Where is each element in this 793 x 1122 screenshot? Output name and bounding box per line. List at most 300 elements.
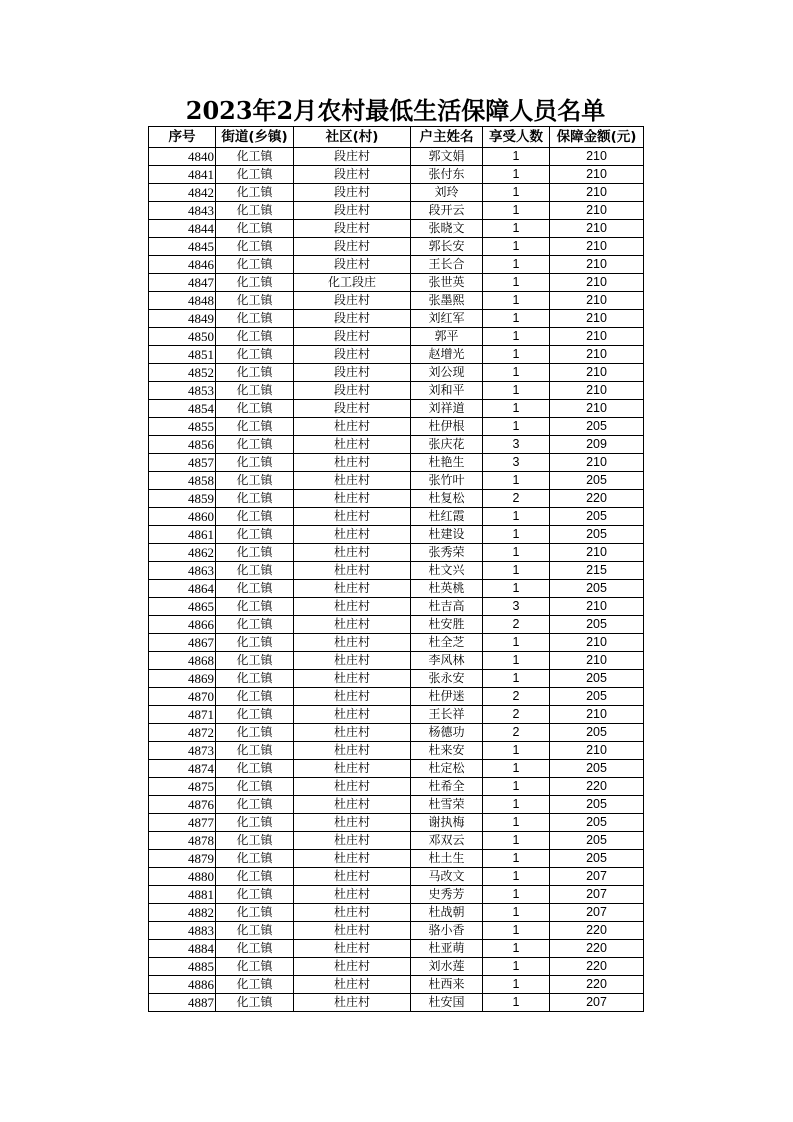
cell-amount: 210 bbox=[550, 274, 644, 292]
cell-index: 4881 bbox=[149, 886, 216, 904]
cell-index: 4854 bbox=[149, 400, 216, 418]
cell-index: 4886 bbox=[149, 976, 216, 994]
cell-index: 4860 bbox=[149, 508, 216, 526]
cell-household-head: 郭平 bbox=[411, 328, 483, 346]
cell-people-count: 1 bbox=[483, 472, 550, 490]
cell-amount: 210 bbox=[550, 742, 644, 760]
cell-community: 杜庄村 bbox=[294, 760, 411, 778]
cell-household-head: 杨德功 bbox=[411, 724, 483, 742]
cell-household-head: 段开云 bbox=[411, 202, 483, 220]
cell-people-count: 1 bbox=[483, 562, 550, 580]
cell-household-head: 谢执梅 bbox=[411, 814, 483, 832]
cell-community: 杜庄村 bbox=[294, 508, 411, 526]
cell-community: 杜庄村 bbox=[294, 526, 411, 544]
cell-community: 杜庄村 bbox=[294, 832, 411, 850]
cell-street: 化工镇 bbox=[216, 850, 294, 868]
cell-amount: 207 bbox=[550, 886, 644, 904]
table-row bbox=[149, 544, 644, 562]
cell-index: 4856 bbox=[149, 436, 216, 454]
cell-street: 化工镇 bbox=[216, 490, 294, 508]
cell-household-head: 杜艳生 bbox=[411, 454, 483, 472]
cell-street: 化工镇 bbox=[216, 202, 294, 220]
cell-household-head: 张秀荣 bbox=[411, 544, 483, 562]
cell-community: 段庄村 bbox=[294, 256, 411, 274]
table-row bbox=[149, 346, 644, 364]
cell-household-head: 张世英 bbox=[411, 274, 483, 292]
cell-community: 段庄村 bbox=[294, 238, 411, 256]
cell-street: 化工镇 bbox=[216, 166, 294, 184]
table-row bbox=[149, 778, 644, 796]
cell-amount: 205 bbox=[550, 508, 644, 526]
cell-community: 杜庄村 bbox=[294, 598, 411, 616]
table-row bbox=[149, 382, 644, 400]
cell-street: 化工镇 bbox=[216, 580, 294, 598]
cell-street: 化工镇 bbox=[216, 778, 294, 796]
table-row bbox=[149, 616, 644, 634]
cell-street: 化工镇 bbox=[216, 886, 294, 904]
cell-amount: 210 bbox=[550, 328, 644, 346]
cell-street: 化工镇 bbox=[216, 922, 294, 940]
cell-people-count: 1 bbox=[483, 220, 550, 238]
table-row bbox=[149, 418, 644, 436]
cell-people-count: 2 bbox=[483, 724, 550, 742]
table-row bbox=[149, 400, 644, 418]
cell-amount: 205 bbox=[550, 724, 644, 742]
cell-people-count: 1 bbox=[483, 580, 550, 598]
cell-street: 化工镇 bbox=[216, 328, 294, 346]
cell-index: 4869 bbox=[149, 670, 216, 688]
cell-index: 4873 bbox=[149, 742, 216, 760]
table-row bbox=[149, 706, 644, 724]
cell-amount: 205 bbox=[550, 796, 644, 814]
cell-people-count: 1 bbox=[483, 328, 550, 346]
table-row bbox=[149, 436, 644, 454]
table-row bbox=[149, 472, 644, 490]
table-row bbox=[149, 238, 644, 256]
cell-index: 4847 bbox=[149, 274, 216, 292]
cell-household-head: 杜安胜 bbox=[411, 616, 483, 634]
cell-community: 杜庄村 bbox=[294, 688, 411, 706]
cell-people-count: 1 bbox=[483, 760, 550, 778]
cell-index: 4879 bbox=[149, 850, 216, 868]
table-row bbox=[149, 148, 644, 166]
cell-people-count: 1 bbox=[483, 310, 550, 328]
cell-index: 4878 bbox=[149, 832, 216, 850]
cell-index: 4852 bbox=[149, 364, 216, 382]
table-row bbox=[149, 670, 644, 688]
cell-household-head: 刘红军 bbox=[411, 310, 483, 328]
cell-household-head: 杜文兴 bbox=[411, 562, 483, 580]
header-street: 街道(乡镇) bbox=[216, 127, 294, 148]
cell-index: 4872 bbox=[149, 724, 216, 742]
cell-community: 段庄村 bbox=[294, 184, 411, 202]
table-row bbox=[149, 940, 644, 958]
cell-people-count: 1 bbox=[483, 184, 550, 202]
cell-household-head: 张付东 bbox=[411, 166, 483, 184]
cell-community: 杜庄村 bbox=[294, 742, 411, 760]
table-row bbox=[149, 832, 644, 850]
header-household-head: 户主姓名 bbox=[411, 127, 483, 148]
cell-amount: 205 bbox=[550, 670, 644, 688]
cell-index: 4863 bbox=[149, 562, 216, 580]
cell-street: 化工镇 bbox=[216, 868, 294, 886]
cell-people-count: 1 bbox=[483, 526, 550, 544]
cell-amount: 205 bbox=[550, 814, 644, 832]
cell-people-count: 1 bbox=[483, 346, 550, 364]
cell-index: 4841 bbox=[149, 166, 216, 184]
cell-community: 段庄村 bbox=[294, 328, 411, 346]
cell-household-head: 杜红霞 bbox=[411, 508, 483, 526]
cell-household-head: 王长合 bbox=[411, 256, 483, 274]
cell-index: 4868 bbox=[149, 652, 216, 670]
cell-household-head: 马改文 bbox=[411, 868, 483, 886]
cell-household-head: 杜全芝 bbox=[411, 634, 483, 652]
cell-household-head: 杜来安 bbox=[411, 742, 483, 760]
cell-index: 4880 bbox=[149, 868, 216, 886]
cell-street: 化工镇 bbox=[216, 688, 294, 706]
cell-community: 杜庄村 bbox=[294, 634, 411, 652]
cell-street: 化工镇 bbox=[216, 670, 294, 688]
cell-people-count: 1 bbox=[483, 202, 550, 220]
cell-amount: 220 bbox=[550, 940, 644, 958]
cell-index: 4871 bbox=[149, 706, 216, 724]
cell-index: 4887 bbox=[149, 994, 216, 1012]
table-row bbox=[149, 994, 644, 1012]
cell-street: 化工镇 bbox=[216, 814, 294, 832]
cell-household-head: 杜雪荣 bbox=[411, 796, 483, 814]
cell-amount: 210 bbox=[550, 598, 644, 616]
cell-people-count: 1 bbox=[483, 778, 550, 796]
cell-household-head: 杜希全 bbox=[411, 778, 483, 796]
cell-people-count: 1 bbox=[483, 994, 550, 1012]
cell-index: 4862 bbox=[149, 544, 216, 562]
cell-community: 杜庄村 bbox=[294, 778, 411, 796]
table-header-row bbox=[149, 127, 644, 148]
cell-street: 化工镇 bbox=[216, 742, 294, 760]
cell-household-head: 杜定松 bbox=[411, 760, 483, 778]
cell-household-head: 刘公现 bbox=[411, 364, 483, 382]
cell-street: 化工镇 bbox=[216, 382, 294, 400]
cell-household-head: 史秀芳 bbox=[411, 886, 483, 904]
cell-index: 4883 bbox=[149, 922, 216, 940]
cell-household-head: 刘祥道 bbox=[411, 400, 483, 418]
cell-household-head: 骆小香 bbox=[411, 922, 483, 940]
cell-amount: 207 bbox=[550, 868, 644, 886]
cell-community: 杜庄村 bbox=[294, 652, 411, 670]
cell-people-count: 3 bbox=[483, 598, 550, 616]
cell-index: 4882 bbox=[149, 904, 216, 922]
cell-index: 4844 bbox=[149, 220, 216, 238]
cell-people-count: 1 bbox=[483, 292, 550, 310]
cell-household-head: 李风林 bbox=[411, 652, 483, 670]
cell-community: 段庄村 bbox=[294, 382, 411, 400]
cell-index: 4845 bbox=[149, 238, 216, 256]
cell-street: 化工镇 bbox=[216, 904, 294, 922]
cell-index: 4874 bbox=[149, 760, 216, 778]
cell-household-head: 刘玲 bbox=[411, 184, 483, 202]
cell-index: 4875 bbox=[149, 778, 216, 796]
cell-community: 杜庄村 bbox=[294, 850, 411, 868]
cell-amount: 210 bbox=[550, 238, 644, 256]
cell-community: 段庄村 bbox=[294, 166, 411, 184]
cell-community: 段庄村 bbox=[294, 400, 411, 418]
cell-community: 段庄村 bbox=[294, 364, 411, 382]
cell-street: 化工镇 bbox=[216, 994, 294, 1012]
cell-street: 化工镇 bbox=[216, 796, 294, 814]
cell-people-count: 1 bbox=[483, 850, 550, 868]
cell-household-head: 杜安国 bbox=[411, 994, 483, 1012]
cell-community: 段庄村 bbox=[294, 346, 411, 364]
cell-street: 化工镇 bbox=[216, 526, 294, 544]
cell-street: 化工镇 bbox=[216, 184, 294, 202]
cell-amount: 210 bbox=[550, 184, 644, 202]
cell-people-count: 1 bbox=[483, 940, 550, 958]
cell-street: 化工镇 bbox=[216, 634, 294, 652]
table-row bbox=[149, 886, 644, 904]
cell-household-head: 杜战朝 bbox=[411, 904, 483, 922]
recipient-table bbox=[148, 126, 644, 1012]
table-row bbox=[149, 220, 644, 238]
cell-street: 化工镇 bbox=[216, 508, 294, 526]
cell-street: 化工镇 bbox=[216, 940, 294, 958]
cell-people-count: 1 bbox=[483, 256, 550, 274]
table-row bbox=[149, 652, 644, 670]
cell-household-head: 郭文娟 bbox=[411, 148, 483, 166]
table-row bbox=[149, 454, 644, 472]
cell-street: 化工镇 bbox=[216, 832, 294, 850]
cell-community: 杜庄村 bbox=[294, 724, 411, 742]
cell-index: 4867 bbox=[149, 634, 216, 652]
table-row bbox=[149, 310, 644, 328]
table-row bbox=[149, 742, 644, 760]
cell-amount: 220 bbox=[550, 490, 644, 508]
cell-people-count: 1 bbox=[483, 958, 550, 976]
cell-street: 化工镇 bbox=[216, 238, 294, 256]
cell-people-count: 2 bbox=[483, 616, 550, 634]
table-row bbox=[149, 760, 644, 778]
cell-people-count: 1 bbox=[483, 544, 550, 562]
cell-community: 段庄村 bbox=[294, 220, 411, 238]
cell-household-head: 杜复松 bbox=[411, 490, 483, 508]
table-row bbox=[149, 328, 644, 346]
cell-people-count: 1 bbox=[483, 796, 550, 814]
cell-household-head: 郭长安 bbox=[411, 238, 483, 256]
table-row bbox=[149, 904, 644, 922]
cell-amount: 210 bbox=[550, 310, 644, 328]
cell-amount: 205 bbox=[550, 832, 644, 850]
cell-community: 杜庄村 bbox=[294, 490, 411, 508]
cell-community: 杜庄村 bbox=[294, 886, 411, 904]
page-title: 2023年2月农村最低生活保障人员名单 bbox=[185, 96, 606, 125]
cell-amount: 210 bbox=[550, 400, 644, 418]
cell-amount: 220 bbox=[550, 922, 644, 940]
cell-index: 4864 bbox=[149, 580, 216, 598]
table-row bbox=[149, 598, 644, 616]
cell-community: 杜庄村 bbox=[294, 796, 411, 814]
cell-household-head: 杜建设 bbox=[411, 526, 483, 544]
cell-index: 4865 bbox=[149, 598, 216, 616]
cell-household-head: 杜土生 bbox=[411, 850, 483, 868]
cell-household-head: 张墨熙 bbox=[411, 292, 483, 310]
cell-people-count: 1 bbox=[483, 976, 550, 994]
table-row bbox=[149, 166, 644, 184]
cell-index: 4848 bbox=[149, 292, 216, 310]
cell-street: 化工镇 bbox=[216, 346, 294, 364]
cell-index: 4843 bbox=[149, 202, 216, 220]
cell-household-head: 赵增光 bbox=[411, 346, 483, 364]
cell-people-count: 3 bbox=[483, 454, 550, 472]
table-row bbox=[149, 508, 644, 526]
cell-community: 杜庄村 bbox=[294, 976, 411, 994]
cell-household-head: 刘水莲 bbox=[411, 958, 483, 976]
cell-index: 4861 bbox=[149, 526, 216, 544]
cell-community: 杜庄村 bbox=[294, 472, 411, 490]
cell-street: 化工镇 bbox=[216, 760, 294, 778]
cell-street: 化工镇 bbox=[216, 364, 294, 382]
table-row bbox=[149, 202, 644, 220]
table-row bbox=[149, 868, 644, 886]
cell-amount: 210 bbox=[550, 148, 644, 166]
cell-index: 4855 bbox=[149, 418, 216, 436]
cell-street: 化工镇 bbox=[216, 310, 294, 328]
cell-amount: 210 bbox=[550, 202, 644, 220]
cell-street: 化工镇 bbox=[216, 256, 294, 274]
cell-people-count: 1 bbox=[483, 886, 550, 904]
header-people-count: 享受人数 bbox=[483, 127, 550, 148]
cell-household-head: 邓双云 bbox=[411, 832, 483, 850]
cell-household-head: 张永安 bbox=[411, 670, 483, 688]
cell-people-count: 1 bbox=[483, 418, 550, 436]
cell-street: 化工镇 bbox=[216, 472, 294, 490]
cell-amount: 210 bbox=[550, 220, 644, 238]
cell-community: 杜庄村 bbox=[294, 904, 411, 922]
cell-index: 4846 bbox=[149, 256, 216, 274]
cell-community: 杜庄村 bbox=[294, 940, 411, 958]
cell-amount: 210 bbox=[550, 706, 644, 724]
cell-household-head: 杜英桃 bbox=[411, 580, 483, 598]
cell-community: 杜庄村 bbox=[294, 580, 411, 598]
cell-amount: 210 bbox=[550, 454, 644, 472]
cell-amount: 220 bbox=[550, 976, 644, 994]
cell-amount: 210 bbox=[550, 364, 644, 382]
table-row bbox=[149, 634, 644, 652]
cell-people-count: 1 bbox=[483, 922, 550, 940]
cell-street: 化工镇 bbox=[216, 958, 294, 976]
table-row bbox=[149, 184, 644, 202]
cell-people-count: 1 bbox=[483, 238, 550, 256]
cell-street: 化工镇 bbox=[216, 274, 294, 292]
cell-household-head: 杜伊迷 bbox=[411, 688, 483, 706]
cell-index: 4870 bbox=[149, 688, 216, 706]
header-amount: 保障金额(元) bbox=[550, 127, 644, 148]
cell-community: 杜庄村 bbox=[294, 616, 411, 634]
cell-people-count: 2 bbox=[483, 706, 550, 724]
cell-people-count: 1 bbox=[483, 868, 550, 886]
cell-people-count: 1 bbox=[483, 634, 550, 652]
cell-community: 段庄村 bbox=[294, 292, 411, 310]
table-row bbox=[149, 850, 644, 868]
table-row bbox=[149, 688, 644, 706]
cell-community: 杜庄村 bbox=[294, 544, 411, 562]
cell-amount: 205 bbox=[550, 616, 644, 634]
cell-community: 杜庄村 bbox=[294, 454, 411, 472]
cell-index: 4877 bbox=[149, 814, 216, 832]
table-row bbox=[149, 958, 644, 976]
cell-household-head: 刘和平 bbox=[411, 382, 483, 400]
cell-street: 化工镇 bbox=[216, 706, 294, 724]
cell-street: 化工镇 bbox=[216, 724, 294, 742]
cell-amount: 205 bbox=[550, 850, 644, 868]
cell-street: 化工镇 bbox=[216, 454, 294, 472]
table-row bbox=[149, 274, 644, 292]
cell-amount: 207 bbox=[550, 994, 644, 1012]
table-row bbox=[149, 922, 644, 940]
cell-index: 4857 bbox=[149, 454, 216, 472]
cell-people-count: 2 bbox=[483, 688, 550, 706]
cell-amount: 210 bbox=[550, 652, 644, 670]
cell-people-count: 1 bbox=[483, 364, 550, 382]
cell-amount: 210 bbox=[550, 634, 644, 652]
cell-street: 化工镇 bbox=[216, 598, 294, 616]
cell-community: 杜庄村 bbox=[294, 958, 411, 976]
cell-community: 化工段庄 bbox=[294, 274, 411, 292]
cell-amount: 209 bbox=[550, 436, 644, 454]
cell-amount: 210 bbox=[550, 544, 644, 562]
cell-street: 化工镇 bbox=[216, 292, 294, 310]
cell-index: 4866 bbox=[149, 616, 216, 634]
cell-people-count: 1 bbox=[483, 904, 550, 922]
cell-people-count: 3 bbox=[483, 436, 550, 454]
header-community: 社区(村) bbox=[294, 127, 411, 148]
cell-community: 杜庄村 bbox=[294, 562, 411, 580]
table-row bbox=[149, 292, 644, 310]
table-row bbox=[149, 490, 644, 508]
cell-household-head: 王长祥 bbox=[411, 706, 483, 724]
cell-amount: 220 bbox=[550, 958, 644, 976]
table-row bbox=[149, 580, 644, 598]
cell-index: 4859 bbox=[149, 490, 216, 508]
cell-index: 4842 bbox=[149, 184, 216, 202]
cell-people-count: 1 bbox=[483, 166, 550, 184]
cell-amount: 205 bbox=[550, 760, 644, 778]
cell-community: 杜庄村 bbox=[294, 436, 411, 454]
cell-people-count: 1 bbox=[483, 382, 550, 400]
cell-people-count: 1 bbox=[483, 742, 550, 760]
cell-index: 4850 bbox=[149, 328, 216, 346]
cell-index: 4853 bbox=[149, 382, 216, 400]
cell-amount: 210 bbox=[550, 292, 644, 310]
cell-community: 杜庄村 bbox=[294, 868, 411, 886]
cell-community: 杜庄村 bbox=[294, 670, 411, 688]
cell-community: 杜庄村 bbox=[294, 814, 411, 832]
cell-street: 化工镇 bbox=[216, 400, 294, 418]
cell-people-count: 1 bbox=[483, 274, 550, 292]
cell-amount: 220 bbox=[550, 778, 644, 796]
table-body bbox=[149, 148, 644, 1012]
cell-street: 化工镇 bbox=[216, 544, 294, 562]
cell-street: 化工镇 bbox=[216, 436, 294, 454]
cell-people-count: 1 bbox=[483, 400, 550, 418]
table-row bbox=[149, 976, 644, 994]
cell-community: 段庄村 bbox=[294, 148, 411, 166]
cell-people-count: 1 bbox=[483, 652, 550, 670]
cell-amount: 210 bbox=[550, 166, 644, 184]
cell-community: 杜庄村 bbox=[294, 706, 411, 724]
cell-street: 化工镇 bbox=[216, 562, 294, 580]
cell-index: 4849 bbox=[149, 310, 216, 328]
cell-community: 杜庄村 bbox=[294, 418, 411, 436]
cell-community: 段庄村 bbox=[294, 202, 411, 220]
